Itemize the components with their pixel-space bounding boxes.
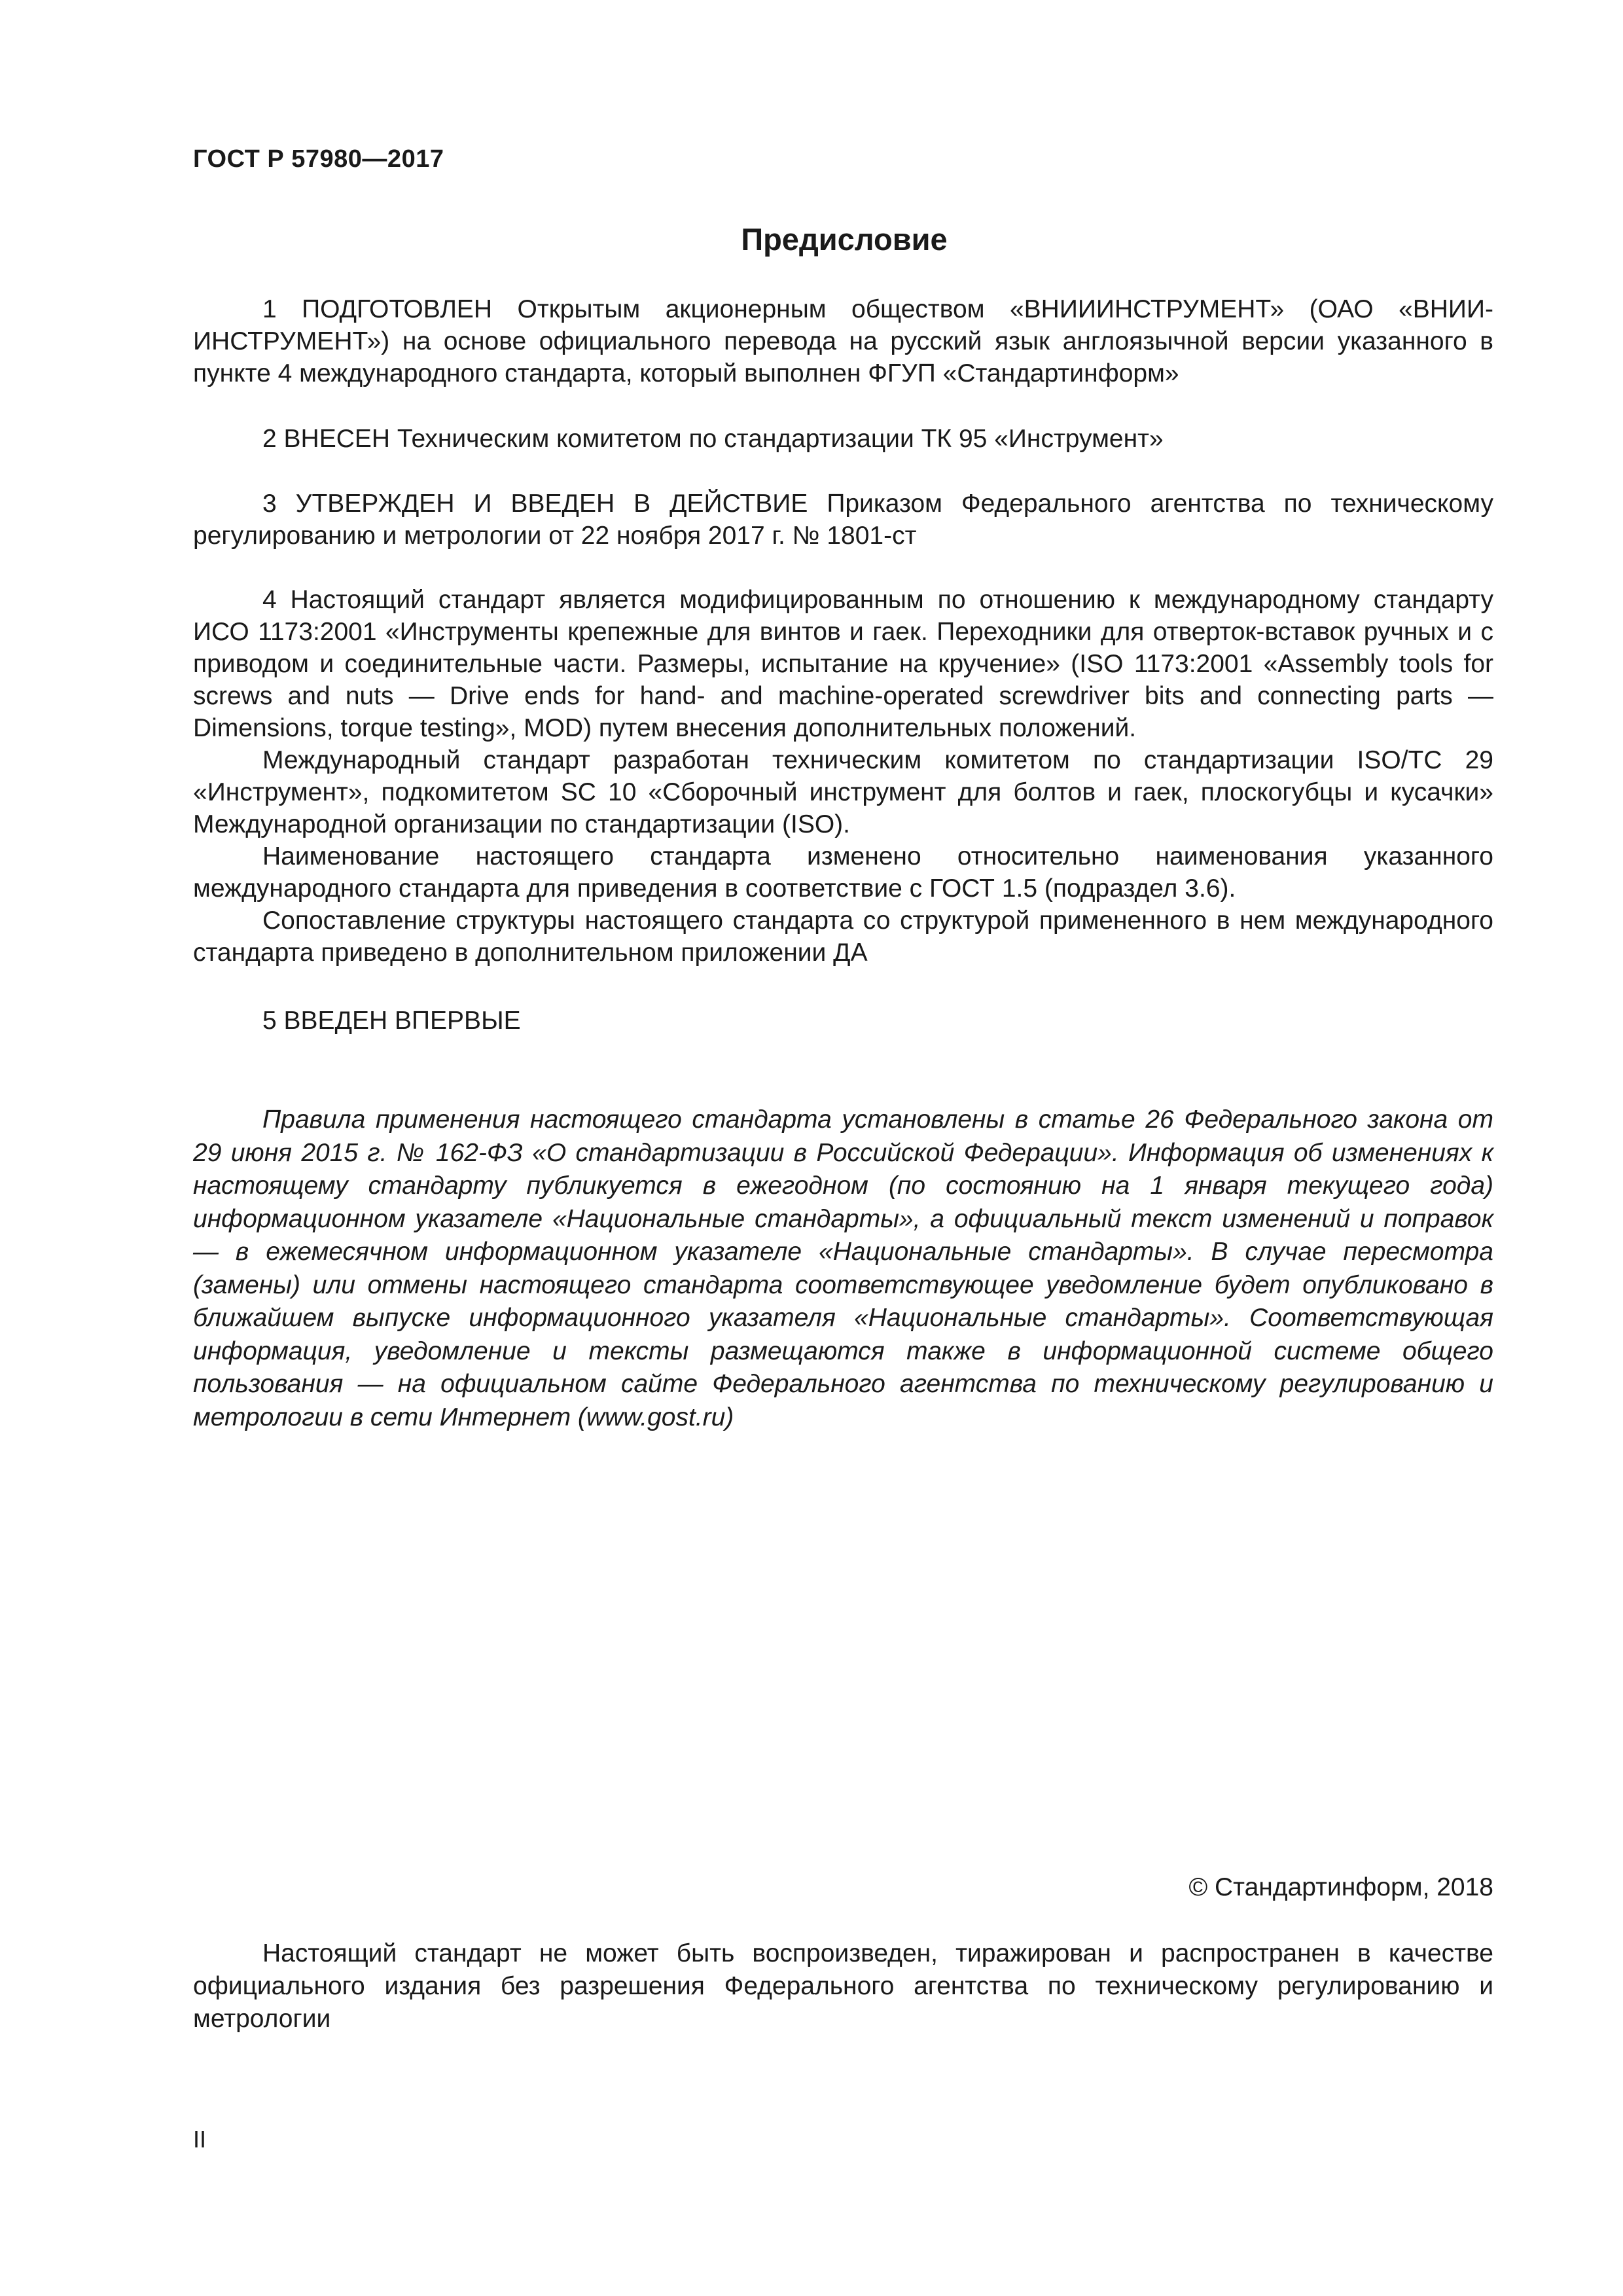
- foreword-paragraph: 3 УТВЕРЖДЕН И ВВЕДЕН В ДЕЙСТВИЕ Приказом Федерального агентства по техническому регулированию и метрологии от 22 ноября 2017 г. № 1801-ст: [193, 490, 1493, 550]
- foreword-item-4: [193, 584, 1493, 969]
- foreword-item-5: [193, 1005, 1493, 1037]
- rules-note-text: Правила применения настоящего стандарта установлены в статье 26 Федерального закона от 29 июня 2015 г. № 162-ФЗ «О стандартизации в Российской Федерации». Информация об изменениях к настоящему стандарту публикуется в ежегодном (по состоянию на 1 января текущего года) информационном указателе «Национальные стандарты», а официальный текст изменений и поправок — в ежемесячном информационном указателе «Национальные стандарты». В случае пересмотра (замены) или отмены настоящего стандарта соответствующее уведомление будет опубликовано в ближайшем выпуске информационного указателя «Национальные стандарты». Соответствующая информация, уведомление и тексты размещаются также в информационной системе общего пользования — на официальном сайте Федерального агентства по техническому регулированию и метрологии в сети Интернет (www.gost.ru): [193, 1105, 1493, 1431]
- foreword-paragraph: 5 ВВЕДЕН ВПЕРВЫЕ: [262, 1007, 521, 1035]
- foreword-paragraph: 4 Настоящий стандарт является модифицированным по отношению к международному стандарту ИСО 1173:2001 «Инструменты крепежные для винтов и гаек. Переходники для отверток-вставок ручных и с приводом и соединительные части. Размеры, испытание на кручение» (ISO 1173:2001 «Assembly tools for screws and nuts — Drive ends for hand- and machine-operated screwdriver bits and connecting parts — Dimensions, torque testing», MOD) путем внесения дополнительных положений.: [193, 586, 1493, 742]
- foreword-paragraph: 1 ПОДГОТОВЛЕН Открытым акционерным обществом «ВНИИИНСТРУМЕНТ» (ОАО «ВНИИ-ИНСТРУМЕНТ») на основе официального перевода на русский язык англоязычной версии указанного в пункте 4 международного стандарта, который выполнен ФГУП «Стандартинформ»: [193, 295, 1493, 387]
- foreword-item-1: [193, 293, 1493, 389]
- reproduction-notice: [193, 1937, 1493, 2036]
- foreword-paragraph: Международный стандарт разработан техническим комитетом по стандартизации ISO/TC 29 «Инструмент», подкомитетом SC 10 «Сборочный инструмент для болтов и гаек, плоскогубцы и кусачки» Международной организации по стандартизации (ISO).: [193, 746, 1493, 838]
- page-number: II: [193, 2126, 207, 2153]
- foreword-item-3: [193, 488, 1493, 552]
- foreword-paragraph: 2 ВНЕСЕН Техническим комитетом по стандартизации ТК 95 «Инструмент»: [262, 425, 1164, 453]
- foreword-paragraph: Сопоставление структуры настоящего стандарта со структурой примененного в нем международного стандарта приведено в дополнительном приложении ДА: [193, 906, 1493, 967]
- doc-code-header: ГОСТ Р 57980—2017: [193, 145, 444, 173]
- page-title: Предисловие: [741, 222, 948, 257]
- reproduction-notice-text: Настоящий стандарт не может быть воспроизведен, тиражирован и распространен в качестве официального издания без разрешения Федерального агентства по техническому регулированию и метрологии: [193, 1939, 1493, 2033]
- foreword-paragraph: Наименование настоящего стандарта изменено относительно наименования указанного международного стандарта для приведения в соответствие с ГОСТ 1.5 (подраздел 3.6).: [193, 842, 1493, 903]
- copyright-line: © Стандартинформ, 2018: [1188, 1873, 1493, 1901]
- rules-note: [193, 1103, 1493, 1434]
- foreword-item-2: [193, 423, 1493, 455]
